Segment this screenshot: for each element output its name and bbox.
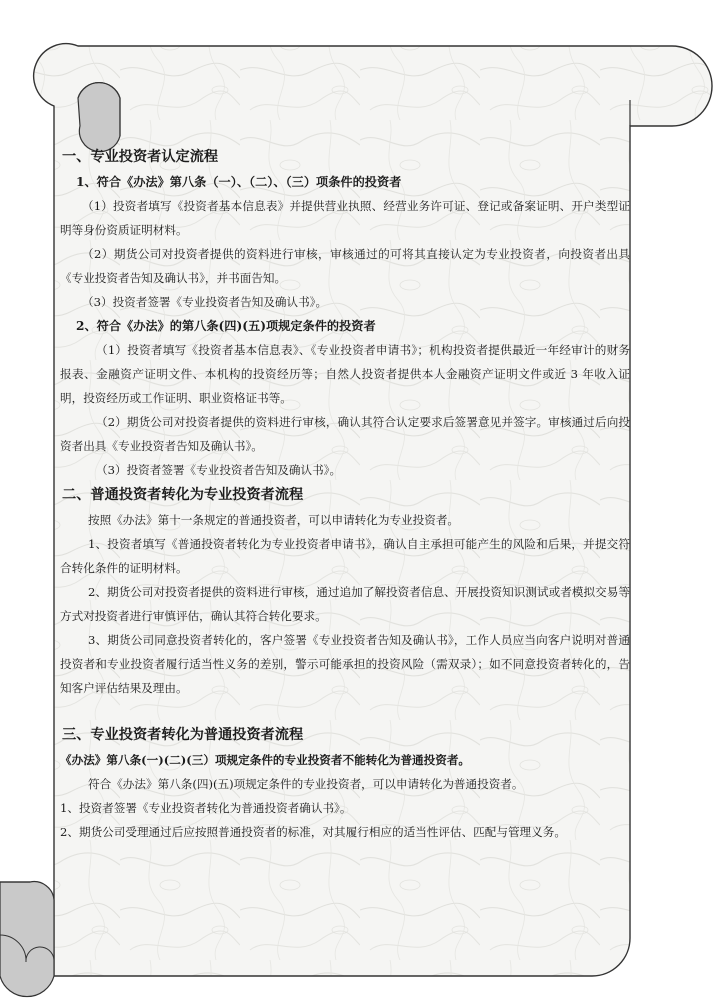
paragraph: （3）投资者签署《专业投资者告知及确认书》。 [96, 463, 342, 477]
section-1-title: 一、专业投资者认定流程 [62, 149, 219, 165]
document-body [60, 144, 630, 844]
section-3-bold-note: 《办法》第八条(一)(二)(三）项规定条件的专业投资者不能转化为普通投资者。 [60, 753, 471, 767]
section-1-subtitle-2: 2、符合《办法》的第八条(四)(五)项规定条件的投资者 [76, 319, 376, 333]
paragraph: 按照《办法》第十一条规定的普通投资者，可以申请转化为专业投资者。 [88, 513, 460, 527]
paragraph: 符合《办法》第八条(四)(五)项规定条件的专业投资者，可以申请转化为普通投资者。 [88, 777, 524, 791]
paragraph: （2）期货公司对投资者提供的资料进行审核，确认其符合认定要求后签署意见并签字。审核通过后向投资者出具《专业投资者告知及确认书》。 [60, 415, 630, 453]
paragraph: 2、期货公司对投资者提供的资料进行审核，通过追加了解投资者信息、开展投资知识测试或者模拟交易等方式对投资者进行审慎评估，确认其符合转化要求。 [60, 585, 630, 623]
bottom-left-curl [0, 882, 54, 997]
paragraph: （2）期货公司对投资者提供的资料进行审核，审核通过的可将其直接认定为专业投资者，向投资者出具《专业投资者告知及确认书》，并书面告知。 [60, 247, 630, 285]
section-2-title: 二、普通投资者转化为专业投资者流程 [62, 487, 304, 503]
paragraph: （1）投资者填写《投资者基本信息表》并提供营业执照、经营业务许可证、登记或备案证明、开户类型证明等身份资质证明材料。 [60, 199, 630, 237]
paragraph: （3）投资者签署《专业投资者告知及确认书》。 [82, 295, 328, 309]
paragraph: 1、投资者签署《专业投资者转化为普通投资者确认书》。 [60, 801, 352, 815]
section-1-subtitle-1: 1、符合《办法》第八条（一）、（二）、（三）项条件的投资者 [76, 175, 402, 189]
paragraph: 1、投资者填写《普通投资者转化为专业投资者申请书》，确认自主承担可能产生的风险和后果，并提交符合转化条件的证明材料。 [60, 537, 630, 575]
paragraph: 2、期货公司受理通过后应按照普通投资者的标准，对其履行相应的适当性评估、匹配与管理义务。 [60, 825, 566, 839]
section-3-title: 三、专业投资者转化为普通投资者流程 [62, 727, 304, 743]
paragraph: 3、期货公司同意投资者转化的，客户签署《专业投资者告知及确认书》，工作人员应当向客户说明对普通投资者和专业投资者履行适当性义务的差别，警示可能承担的投资风险（需双录）；如不同意投资者转化的，告知客户评估结果及理由。 [60, 633, 630, 695]
top-left-curl [78, 83, 120, 152]
paragraph: （1）投资者填写《投资者基本信息表》、《专业投资者申请书》；机构投资者提供最近一年经审计的财务报表、金融资产证明文件、本机构的投资经历等；自然人投资者提供本人金融资产证明文件或近 3 年收入证明，投资经历或工作证明、职业资格证书等。 [60, 343, 630, 405]
